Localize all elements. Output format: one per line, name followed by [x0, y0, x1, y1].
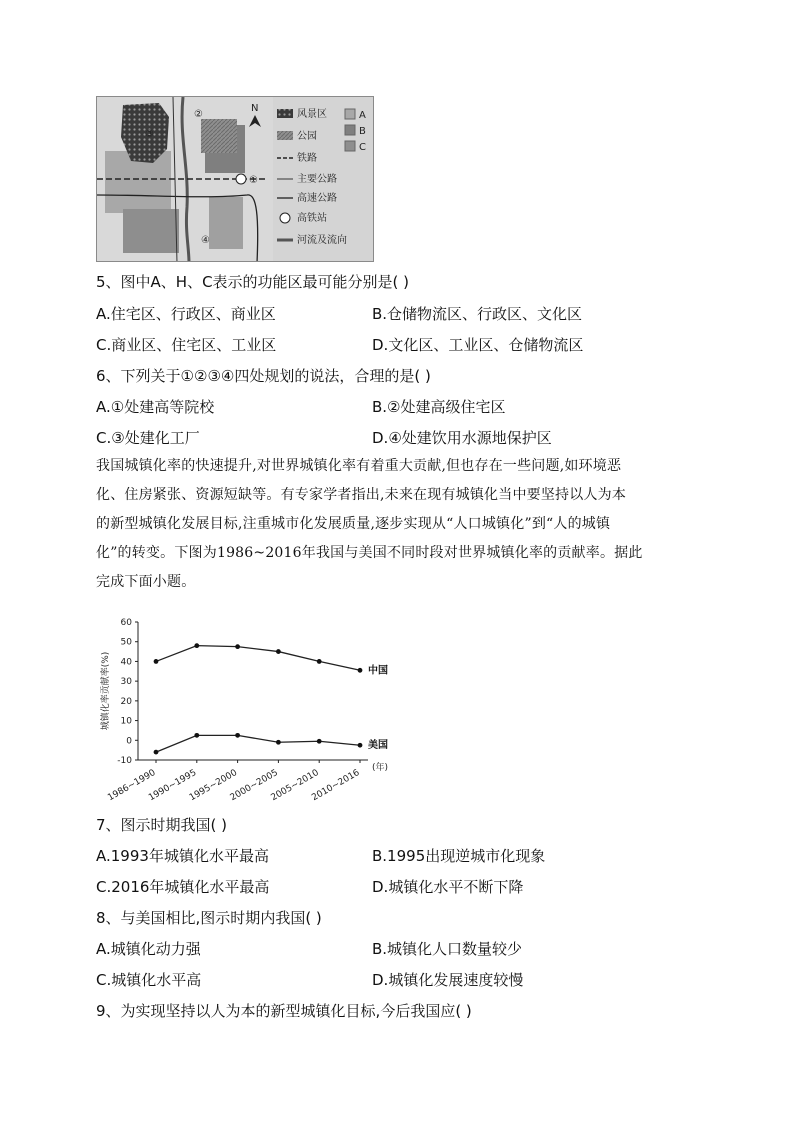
- q7-option-a[interactable]: A.1993年城镇化水平最高: [96, 847, 269, 865]
- q7-option-b[interactable]: B.1995出现逆城市化现象: [372, 847, 546, 865]
- series-0-point: [194, 643, 199, 648]
- x-tick-label: 2005~2010: [269, 767, 321, 804]
- q8-option-d[interactable]: D.城镇化发展速度较慢: [372, 971, 524, 989]
- y-tick-label: 10: [120, 716, 132, 727]
- series-0-point: [154, 659, 159, 664]
- q8-option-c[interactable]: C.城镇化水平高: [96, 971, 202, 989]
- legend-main-road: 主要公路: [297, 174, 337, 185]
- series-1-point: [358, 743, 363, 748]
- legend-zone-c: C: [359, 142, 366, 153]
- legend-swatch-park: [277, 131, 293, 140]
- series-1-point: [154, 750, 159, 755]
- q7-stem: 7、图示时期我国( ): [96, 816, 228, 834]
- marker-1: ①: [249, 175, 258, 186]
- series-1-point: [194, 733, 199, 738]
- x-tick-label: 1986~1990: [106, 767, 158, 804]
- series-line-0: [156, 646, 360, 671]
- q6-option-d[interactable]: D.④处建饮用水源地保护区: [372, 429, 552, 447]
- legend-zone-a: A: [359, 110, 366, 121]
- series-label-0: 中国: [368, 665, 388, 677]
- q6-stem: 6、下列关于①②③④四处规划的说法，合理的是( ): [96, 367, 431, 385]
- legend-zone-c-swatch: [345, 141, 355, 151]
- y-tick-label: 50: [120, 637, 132, 648]
- park-area: [201, 119, 237, 153]
- line-chart-svg: [96, 610, 396, 810]
- series-label-1: 美国: [368, 740, 388, 752]
- series-1-point: [235, 733, 240, 738]
- legend-park: 公园: [297, 131, 317, 142]
- y-tick-label: 40: [120, 657, 132, 668]
- reading-passage: [96, 452, 700, 597]
- passage-line: 化”的转变。下图为1986~2016年我国与美国不同时段对世界城镇化率的贡献率。据此: [96, 545, 643, 561]
- q7-option-c[interactable]: C.2016年城镇化水平最高: [96, 878, 270, 896]
- legend-railway: 铁路: [297, 153, 317, 164]
- q5-stem: 5、图中A、H、C表示的功能区最可能分别是( ): [96, 273, 410, 291]
- urbanization-chart: [96, 610, 396, 810]
- x-tick-label: 2000~2005: [228, 767, 280, 804]
- x-tick-label: 1995~2000: [187, 767, 240, 804]
- passage-line: 完成下面小题。: [96, 574, 196, 590]
- legend-zone-b-swatch: [345, 125, 355, 135]
- q5-option-a[interactable]: A.住宅区、行政区、商业区: [96, 305, 276, 323]
- north-arrow-icon: [249, 115, 261, 127]
- legend-station: 高铁站: [297, 213, 327, 224]
- q5-option-b[interactable]: B.仓储物流区、行政区、文化区: [372, 305, 583, 323]
- legend-swatch-station: [280, 213, 290, 223]
- passage-line: 的新型城镇化发展目标,注重城市化发展质量,逐步实现从“人口城镇化”到“人的城镇: [96, 516, 611, 532]
- urban-planning-map: [96, 96, 374, 262]
- series-0-point: [358, 668, 363, 673]
- q8-stem: 8、与美国相比,图示时期内我国( ): [96, 909, 322, 927]
- series-line-1: [156, 735, 360, 752]
- legend-scenic: 风景区: [297, 109, 327, 120]
- y-axis-label: 城镇化率贡献率(%): [101, 651, 111, 731]
- q5-option-d[interactable]: D.文化区、工业区、仓储物流区: [372, 336, 584, 354]
- q7-option-d[interactable]: D.城镇化水平不断下降: [372, 878, 524, 896]
- q8-option-b[interactable]: B.城镇化人口数量较少: [372, 940, 523, 958]
- station-icon: [236, 174, 246, 184]
- map-drawing: [97, 97, 374, 262]
- q5-option-c[interactable]: C.商业区、住宅区、工业区: [96, 336, 277, 354]
- north-label: N: [251, 103, 259, 114]
- q9-stem: 9、为实现坚持以人为本的新型城镇化目标,今后我国应( ): [96, 1002, 472, 1020]
- marker-2: ②: [194, 109, 203, 120]
- q6-option-c[interactable]: C.③处建化工厂: [96, 429, 200, 447]
- x-tick-label: 2010~2016: [310, 767, 362, 804]
- zone-a-east: [209, 197, 243, 249]
- series-0-point: [235, 644, 240, 649]
- q6-option-a[interactable]: A.①处建高等院校: [96, 398, 215, 416]
- legend-river: 河流及流向: [297, 235, 347, 246]
- y-tick-label: -10: [117, 756, 132, 766]
- q8-option-a[interactable]: A.城镇化动力强: [96, 940, 201, 958]
- y-tick-label: 30: [120, 677, 132, 688]
- passage-line: 化、住房紧张、资源短缺等。有专家学者指出,未来在现有城镇化当中要坚持以人为本: [96, 487, 627, 503]
- series-1-point: [317, 739, 322, 744]
- series-0-point: [317, 659, 322, 664]
- x-axis-unit: (年): [372, 763, 389, 773]
- series-1-point: [276, 740, 281, 745]
- zone-c-block: [123, 209, 179, 253]
- y-tick-label: 20: [120, 696, 132, 707]
- series-0-point: [276, 649, 281, 654]
- legend-swatch-scenic: [277, 109, 293, 118]
- legend-zone-b: B: [359, 126, 366, 137]
- passage-line: 我国城镇化率的快速提升,对世界城镇化率有着重大贡献,但也存在一些问题,如环境恶: [96, 458, 622, 474]
- y-tick-label: 0: [126, 736, 132, 747]
- legend-highway: 高速公路: [297, 193, 337, 204]
- y-tick-label: 60: [120, 618, 132, 628]
- x-tick-label: 1990~1995: [147, 767, 199, 804]
- marker-4: ④: [201, 235, 210, 246]
- marker-3: ③: [145, 129, 154, 140]
- q6-option-b[interactable]: B.②处建高级住宅区: [372, 398, 506, 416]
- legend-zone-a-swatch: [345, 109, 355, 119]
